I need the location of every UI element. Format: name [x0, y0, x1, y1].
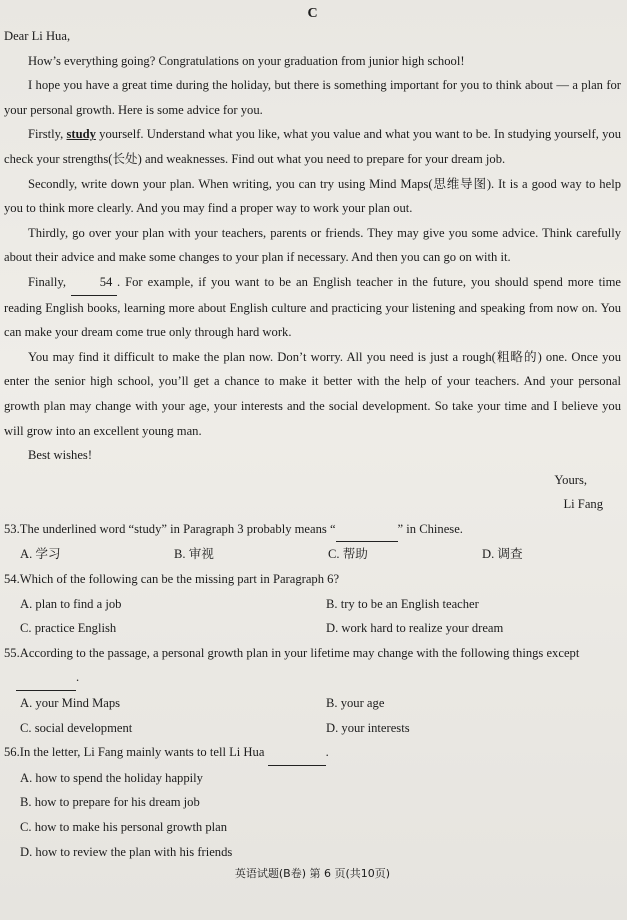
- question-56-stem: [4, 740, 621, 766]
- letter-paragraph-5: Thirdly, go over your plan with your teachers, parents or friends. They may give you some advice. Think carefully about their advice and make some changes to your plan if necessary. And then you can go on with it.: [4, 225, 621, 265]
- question-54: [4, 567, 621, 641]
- option-d[interactable]: D. your interests: [326, 720, 410, 735]
- answer-blank: [16, 665, 76, 691]
- letter-paragraph-3: [4, 122, 621, 171]
- answer-blank: [336, 517, 398, 543]
- paragraph-6-before: Finally,: [28, 274, 71, 289]
- question-stem-text: According to the passage, a personal growth plan in your lifetime may change with the following things except: [19, 645, 580, 660]
- letter-paragraph-2: I hope you have a great time during the holiday, but there is something important for you to think about — a plan for your personal growth. Here is some advice for you.: [4, 78, 621, 117]
- underlined-word: study: [66, 127, 96, 142]
- option-d[interactable]: D. 调查: [482, 547, 523, 562]
- option-a[interactable]: A. how to spend the holiday happily: [20, 770, 203, 785]
- question-stem-text: ” in Chinese.: [397, 521, 463, 536]
- option-d[interactable]: D. work hard to realize your dream: [326, 621, 504, 636]
- question-53-options: [4, 542, 621, 567]
- letter-paragraph-1: How’s everything going? Congratulations on your graduation from junior high school!: [28, 53, 465, 68]
- option-b[interactable]: B. try to be an English teacher: [326, 596, 479, 611]
- question-stem-text: In the letter, Li Fang mainly wants to tell Li Hua: [19, 745, 268, 760]
- option-b[interactable]: B. 审视: [174, 547, 214, 562]
- option-c[interactable]: C. social development: [20, 720, 133, 735]
- paragraph-6-after: . For example, if you want to be an English teacher in the future, you should spend more time reading English books, learning more about English culture and practicing your listening and speaking from now on. You can make your dream come true only through hard work.: [4, 274, 621, 340]
- question-54-stem: [4, 567, 621, 592]
- question-56: [4, 740, 621, 864]
- question-55: [4, 641, 621, 740]
- question-54-options: [4, 592, 621, 641]
- question-number: 56.: [4, 745, 20, 760]
- paragraph-3-after: yourself. Understand what you like, what you value and what you want to be. In studying yourself, you check your strengths(长处) and weaknesses. Find out what you need to prepare for your dream job.: [4, 127, 621, 166]
- letter-paragraph-4: Secondly, write down your plan. When writing, you can try using Mind Maps(思维导图). It is a good way to help you to think more clearly. And you may find a proper way to work your plan out.: [4, 176, 621, 216]
- option-a[interactable]: A. your Mind Maps: [20, 696, 121, 711]
- question-number: 54.: [4, 572, 20, 587]
- blank-54: 54: [71, 270, 117, 296]
- option-b[interactable]: B. your age: [326, 696, 385, 711]
- option-a[interactable]: A. plan to find a job: [20, 596, 122, 611]
- option-c[interactable]: C. 帮助: [328, 547, 368, 562]
- question-53-stem: [4, 517, 621, 543]
- question-stem-text: .: [76, 670, 80, 685]
- question-number: 55.: [4, 645, 20, 660]
- option-b[interactable]: B. how to prepare for his dream job: [20, 795, 200, 810]
- question-53: [4, 517, 621, 567]
- question-stem-text: The underlined word “study” in Paragraph 3 probably means “: [19, 521, 336, 536]
- question-number: 53.: [4, 521, 20, 536]
- letter-closing: Best wishes!: [28, 448, 93, 463]
- answer-blank: [268, 740, 326, 766]
- section-label: C: [307, 6, 318, 21]
- letter-paragraph-6: [4, 270, 621, 345]
- option-c[interactable]: C. how to make his personal growth plan: [20, 820, 228, 834]
- page-footer: 英语试题(B卷) 第 6 页(共10页): [234, 867, 391, 881]
- question-55-options: [4, 691, 621, 740]
- letter-signoff: Yours,: [554, 472, 587, 487]
- letter-greeting: Dear Li Hua,: [4, 29, 71, 43]
- paragraph-3-before: Firstly,: [28, 127, 67, 142]
- option-a[interactable]: A. 学习: [20, 547, 61, 562]
- question-stem-text: Which of the following can be the missing part in Paragraph 6?: [19, 572, 340, 587]
- question-55-stem: [4, 641, 621, 691]
- letter-paragraph-7: You may find it difficult to make the plan now. Don’t worry. All you need is just a rough(粗略的) one. Once you enter the senior high school, you’ll get a chance to make it better with the help of your teachers. And your personal growth plan may change with your age, your interests and the social development. So take your time and I believe you will grow into an excellent young man.: [4, 349, 621, 438]
- option-c[interactable]: C. practice English: [20, 621, 117, 636]
- letter-signer: Li Fang: [563, 497, 603, 512]
- option-d[interactable]: D. how to review the plan with his friends: [20, 844, 233, 859]
- question-stem-text: .: [325, 745, 329, 760]
